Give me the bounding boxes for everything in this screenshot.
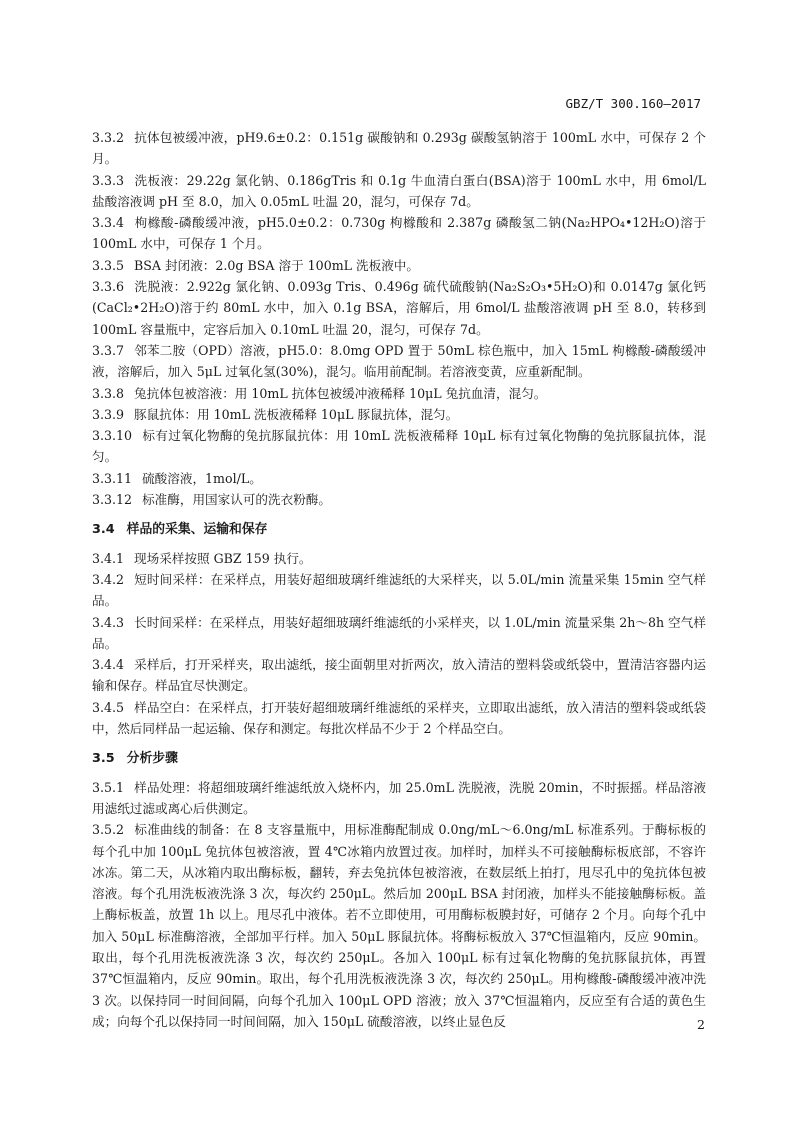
clause-number: 3.3.6 [92, 279, 125, 295]
clause-number: 3.3.2 [92, 130, 125, 145]
page-number: 2 [697, 1017, 705, 1032]
clause-text: 洗脱液：2.922g 氯化钠、0.093g Tris、0.496g 硫代硫酸钠(Na₂S₂O₃•5H₂O)和 0.0147g 氯化钙 (CaCl₂•2H₂O)溶于约 80mL 水中，加入 0.1g BSA，溶解后，用 6mol/L 盐酸溶液调 pH 至 8.0，转移到 100mL 容量瓶中，定容后加入 0.10mL 吐温 20，混匀，可保存 7d。 [92, 279, 706, 337]
clause-number: 3.4.5 [92, 699, 125, 715]
clause-number: 3.5.2 [92, 822, 125, 838]
document-body [92, 127, 706, 1032]
clause [92, 383, 706, 404]
clause-number: 3.4.1 [92, 550, 125, 566]
clause-number: 3.4.4 [92, 657, 125, 673]
section-heading-3-5 [92, 748, 706, 769]
clause [92, 697, 706, 740]
section-heading-3-4 [92, 519, 706, 540]
clause [92, 170, 706, 213]
clause-number: 3.3.4 [92, 215, 125, 231]
clause-number: 3.4.2 [92, 571, 125, 587]
clause-number: 3.3.10 [92, 428, 133, 444]
clause-text: 现场采样按照 GBZ 159 执行。 [134, 550, 312, 566]
clause-text: 标准曲线的制备：在 8 支容量瓶中，用标准酶配制成 0.0ng/mL～6.0ng/mL 标准系列。于酶标板的每个孔中加 100μL 兔抗体包被溶液，置 4℃冰箱内放置过夜。加样时，加样头不可接触酶标板底部，不容许冰冻。第二天，从冰箱内取出酶标板，翻转，弃去兔抗体包被溶液，在数层纸上拍打，甩尽孔中的兔抗体包被溶液。每个孔用洗板液洗涤 3 次，每次约 250μL。然后加 200μL BSA 封闭液，加样头不能接触酶标板。盖上酶标板盖，放置 1h 以上。甩尽孔中液体。若不立即使用，可用酶标板膜封好，可储存 2 个月。向每个孔中加入 50μL 标准酶溶液，全部加平行样。加入 50μL 豚鼠抗体。将酶标板放入 37℃恒温箱内，反应 90min。取出，每个孔用洗板液洗涤 3 次，每次约 250μL。各加入 100μL 标有过氧化物酶的兔抗豚鼠抗体，再置 37℃恒温箱内，反应 90min。取出，每个孔用洗板液洗涤 3 次，每次约 250μL。用枸橼酸-磷酸缓冲液冲洗 3 次。以保持同一时间间隔，向每个孔加入 100μL OPD 溶液；放入 37℃恒温箱内，反应至有合适的黄色生成；向每个孔以保持同一时间间隔，加入 150μL 硫酸溶液，以终止显色反 [92, 822, 706, 1029]
clause-text: 标有过氧化物酶的兔抗豚鼠抗体：用 10mL 洗板液稀释 10μL 标有过氧化物酶的兔抗豚鼠抗体，混匀。 [92, 428, 706, 465]
clause [92, 425, 706, 468]
clause-text: 长时间采样：在采样点，用装好超细玻璃纤维滤纸的小采样夹，以 1.0L/min 流量采集 2h～8h 空气样品。 [92, 614, 706, 651]
clause-number: 3.3.5 [92, 257, 125, 273]
clause-number: 3.3.11 [92, 470, 133, 486]
section-3-5-list [92, 777, 706, 1033]
clause [92, 340, 706, 383]
clause-text: 采样后，打开采样夹，取出滤纸，接尘面朝里对折两次，放入清洁的塑料袋或纸袋中，置清洁容器内运输和保存。样品宜尽快测定。 [92, 657, 706, 694]
clause [92, 569, 706, 612]
clause-number: 3.3.9 [92, 406, 125, 422]
clause-text: 抗体包被缓冲液，pH9.6±0.2：0.151g 碳酸钠和 0.293g 碳酸氢钠溶于 100mL 水中，可保存 2 个月。 [92, 130, 706, 167]
clause-text: 样品处理：将超细玻璃纤维滤纸放入烧杯内，加 25.0mL 洗脱液，洗脱 20min，不时振摇。样品溶液用滤纸过滤或离心后供测定。 [92, 779, 706, 816]
section-title: 样品的采集、运输和保存 [126, 522, 268, 538]
clause-number: 3.5.1 [92, 779, 125, 795]
clause-text: 标准酶，用国家认可的洗衣粉酶。 [142, 492, 331, 508]
clause-text: 硫酸溶液，1mol/L。 [142, 470, 262, 486]
clause [92, 404, 706, 425]
clause-number: 3.3.8 [92, 385, 125, 401]
clause [92, 548, 706, 569]
clause-number: 3.3.12 [92, 492, 133, 508]
clause [92, 654, 706, 697]
clause [92, 819, 706, 1032]
section-title: 分析步骤 [126, 751, 178, 767]
clause [92, 255, 706, 276]
clause [92, 612, 706, 655]
section-number: 3.4 [92, 522, 115, 538]
section-3-3-list [92, 127, 706, 510]
clause-text: 兔抗体包被溶液：用 10mL 抗体包被缓冲液稀释 10μL 兔抗血清，混匀。 [134, 385, 547, 401]
clause-number: 3.3.7 [92, 342, 125, 358]
clause [92, 212, 706, 255]
clause-text: 邻苯二胺（OPD）溶液，pH5.0：8.0mg OPD 置于 50mL 棕色瓶中，加入 15mL 枸橼酸-磷酸缓冲液，溶解后，加入 5μL 过氧化氢(30%)，混匀。临用前配制。若溶液变黄，应重新配制。 [92, 342, 706, 380]
clause [92, 777, 706, 820]
clause-text: 短时间采样：在采样点，用装好超细玻璃纤维滤纸的大采样夹，以 5.0L/min 流量采集 15min 空气样品。 [92, 571, 706, 609]
clause [92, 127, 706, 170]
section-number: 3.5 [92, 751, 115, 767]
section-3-4-list [92, 548, 706, 740]
clause-number: 3.3.3 [92, 172, 125, 188]
clause [92, 276, 706, 340]
clause-number: 3.4.3 [92, 614, 125, 630]
clause-text: 枸橼酸-磷酸缓冲液，pH5.0±0.2：0.730g 枸橼酸和 2.387g 磷酸氢二钠(Na₂HPO₄•12H₂O)溶于 100mL 水中，可保存 1 个月。 [92, 215, 706, 252]
clause-text: 洗板液：29.22g 氯化钠、0.186gTris 和 0.1g 牛血清白蛋白(BSA)溶于 100mL 水中，用 6mol/L 盐酸溶液调 pH 至 8.0，加入 0.05mL 吐温 20，混匀，可保存 7d。 [92, 172, 706, 209]
standard-code: GBZ/T 300.160—2017 [565, 96, 701, 111]
clause-text: BSA 封闭液：2.0g BSA 溶于 100mL 洗板液中。 [134, 257, 419, 273]
clause [92, 489, 706, 510]
clause-text: 豚鼠抗体：用 10mL 洗板液稀释 10μL 豚鼠抗体，混匀。 [134, 406, 459, 422]
clause [92, 468, 706, 489]
clause-text: 样品空白：在采样点，打开装好超细玻璃纤维滤纸的采样夹，立即取出滤纸，放入清洁的塑料袋或纸袋中，然后同样品一起运输、保存和测定。每批次样品不少于 2 个样品空白。 [92, 699, 706, 737]
